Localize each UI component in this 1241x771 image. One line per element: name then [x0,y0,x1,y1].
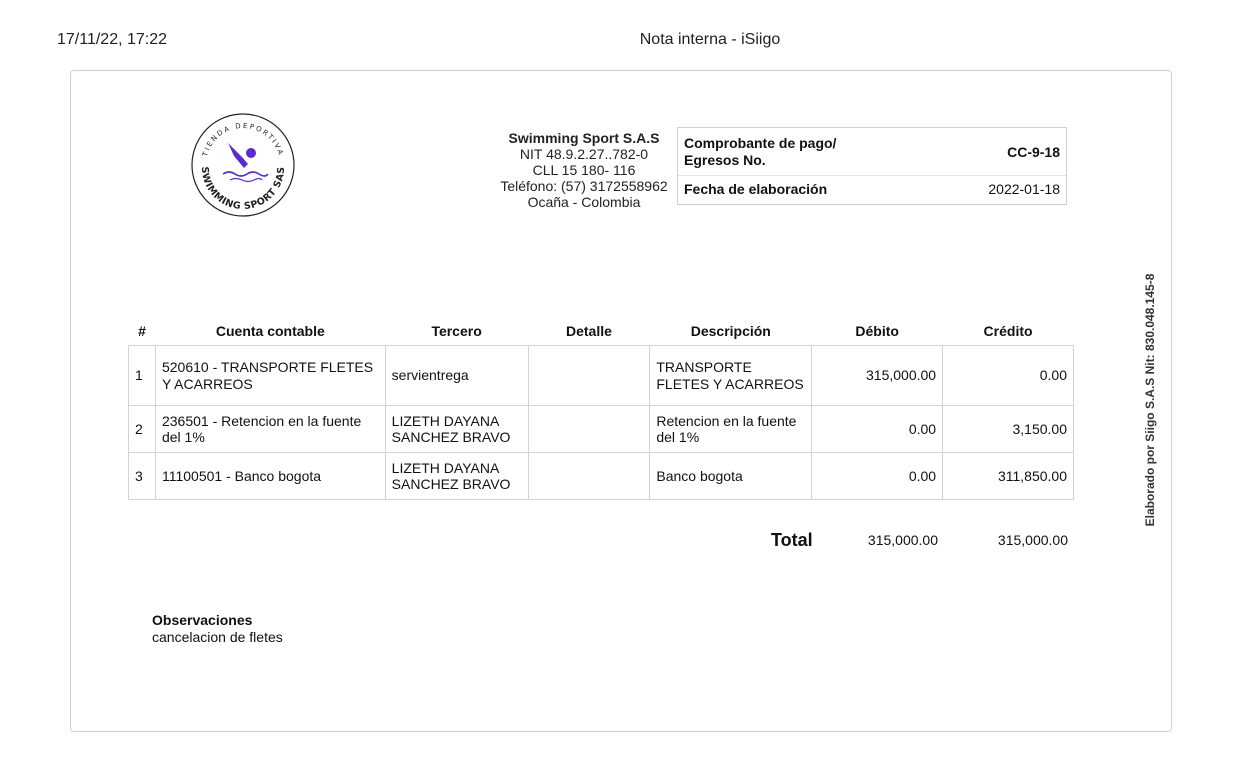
company-phone: Teléfono: (57) 3172558962 [500,178,668,194]
col-header-detail: Detalle [565,323,612,339]
logo-top-text: TIENDA DEPORTIVA [201,121,285,158]
company-city: Ocaña - Colombia [527,194,641,210]
company-info [489,130,679,210]
col-header-credit: Crédito [983,323,1033,339]
row-number: 1 [129,346,156,406]
col-header-number: # [138,323,146,339]
total-label: Total [771,530,813,550]
table-row [129,406,1074,453]
accounting-table [128,317,1074,500]
table-header-row [129,317,1074,346]
table-row [129,453,1074,500]
row-credit: 0.00 [943,346,1074,406]
row-description: Banco bogota [650,453,812,500]
row-account: 520610 - TRANSPORTE FLETES Y ACARREOS [155,346,385,406]
row-detail [528,406,650,453]
row-credit: 3,150.00 [943,406,1074,453]
swimmer-icon [223,143,268,182]
row-account: 236501 - Retencion en la fuente del 1% [155,406,385,453]
row-credit: 311,850.00 [943,453,1074,500]
voucher-sheet [70,70,1172,732]
observations-title: Observaciones [152,612,253,628]
print-datetime: 17/11/22, 17:22 [57,31,168,48]
col-header-third-party: Tercero [431,323,482,339]
observations [152,612,283,646]
row-third-party: LIZETH DAYANA SANCHEZ BRAVO [385,406,528,453]
voucher-type-label-line1: Comprobante de pago/ [684,135,837,151]
voucher-number: CC-9-18 [1007,144,1060,160]
voucher-box [677,127,1067,205]
row-account: 11100501 - Banco bogota [155,453,385,500]
observations-text: cancelacion de fletes [152,629,283,645]
row-detail [528,453,650,500]
voucher-type-label-line2: Egresos No. [684,152,766,168]
company-logo [190,112,296,218]
col-header-debit: Débito [855,323,899,339]
row-debit: 0.00 [812,406,943,453]
row-description: TRANSPORTE FLETES Y ACARREOS [650,346,812,406]
row-number: 2 [129,406,156,453]
row-number: 3 [129,453,156,500]
company-address: CLL 15 180- 116 [532,162,636,178]
row-third-party: LIZETH DAYANA SANCHEZ BRAVO [385,453,528,500]
print-page-title [0,31,1241,49]
total-debit: 315,000.00 [867,532,938,548]
siigo-side-note: Elaborado por Siigo S.A.S Nit: 830.048.145-8 [1143,273,1157,527]
row-debit: 315,000.00 [812,346,943,406]
row-detail [528,346,650,406]
page-title-text: Nota interna - iSiigo [639,31,781,48]
table-row [129,346,1074,406]
voucher-date: 2022-01-18 [988,181,1060,197]
voucher-divider [678,175,1066,176]
voucher-type-label [684,135,836,169]
col-header-description: Descripción [690,323,771,339]
total-credit: 315,000.00 [997,532,1068,548]
row-third-party: servientrega [385,346,528,406]
date-label: Fecha de elaboración [684,181,828,197]
company-nit: NIT 48.9.2.27..782-0 [519,146,649,162]
col-header-account: Cuenta contable [215,323,325,339]
row-description: Retencion en la fuente del 1% [650,406,812,453]
company-name: Swimming Sport S.A.S [508,130,660,146]
row-debit: 0.00 [812,453,943,500]
logo-bottom-text: SWIMMING SPORT SAS [198,166,288,213]
